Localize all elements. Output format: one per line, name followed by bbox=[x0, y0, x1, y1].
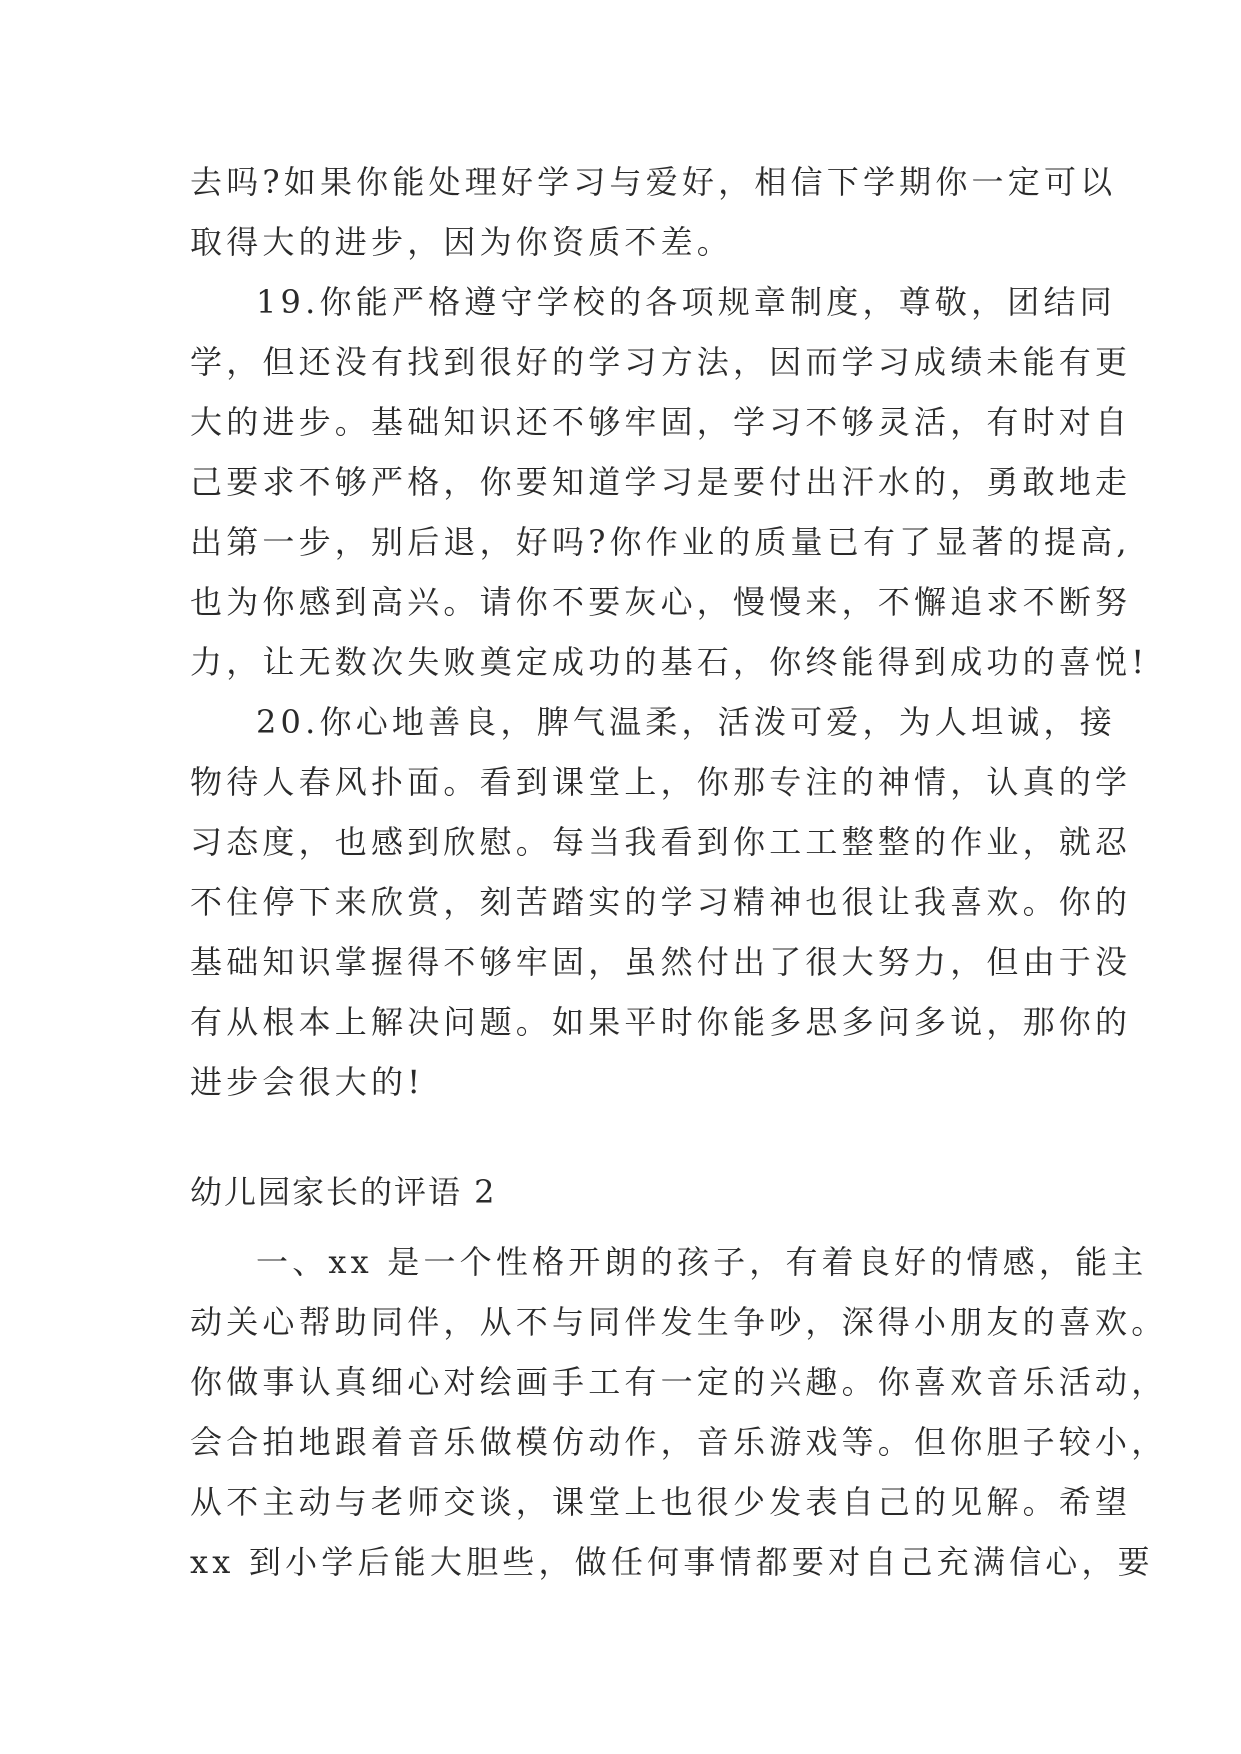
text-line: 学，但还没有找到很好的学习方法，因而学习成绩未能有更 bbox=[190, 343, 1132, 381]
paragraph-20-start: 20.你心地善良，脾气温柔，活泼可爱，为人坦诚，接 bbox=[256, 703, 1116, 741]
text-line: 习态度，也感到欣慰。每当我看到你工工整整的作业，就忍 bbox=[190, 823, 1132, 861]
text-line: 力，让无数次失败奠定成功的基石，你终能得到成功的喜悦! bbox=[190, 643, 1149, 681]
text-line: 不住停下来欣赏，刻苦踏实的学习精神也很让我喜欢。你的 bbox=[190, 883, 1132, 921]
section-heading: 幼儿园家长的评语 2 bbox=[190, 1173, 497, 1211]
text-line: 也为你感到高兴。请你不要灰心，慢慢来，不懈追求不断努 bbox=[190, 583, 1132, 621]
paragraph-1-start: 一、xx 是一个性格开朗的孩子，有着良好的情感，能主 bbox=[256, 1243, 1148, 1281]
text-line: 你做事认真细心对绘画手工有一定的兴趣。你喜欢音乐活动， bbox=[190, 1363, 1168, 1401]
paragraph-19-start: 19.你能严格遵守学校的各项规章制度，尊敬，团结同 bbox=[256, 283, 1116, 321]
text-line: 大的进步。基础知识还不够牢固，学习不够灵活，有时对自 bbox=[190, 403, 1132, 441]
text-line: 有从根本上解决问题。如果平时你能多思多问多说，那你的 bbox=[190, 1003, 1132, 1041]
text-line: 出第一步，别后退，好吗?你作业的质量已有了显著的提高, bbox=[190, 523, 1131, 561]
text-line: 去吗?如果你能处理好学习与爱好，相信下学期你一定可以 bbox=[190, 163, 1117, 201]
text-line: 基础知识掌握得不够牢固，虽然付出了很大努力，但由于没 bbox=[190, 943, 1132, 981]
text-line: 己要求不够严格，你要知道学习是要付出汗水的，勇敢地走 bbox=[190, 463, 1132, 501]
text-line: 进步会很大的! bbox=[190, 1063, 425, 1101]
text-line: 会合拍地跟着音乐做模仿动作，音乐游戏等。但你胆子较小， bbox=[190, 1423, 1168, 1461]
text-line: 取得大的进步，因为你资质不差。 bbox=[190, 223, 734, 261]
text-line: 从不主动与老师交谈，课堂上也很少发表自己的见解。希望 bbox=[190, 1483, 1132, 1521]
text-line: 物待人春风扑面。看到课堂上，你那专注的神情，认真的学 bbox=[190, 763, 1132, 801]
text-line: xx 到小学后能大胆些，做任何事情都要对自己充满信心，要 bbox=[190, 1543, 1154, 1581]
text-line: 动关心帮助同伴，从不与同伴发生争吵，深得小朋友的喜欢。 bbox=[190, 1303, 1168, 1341]
